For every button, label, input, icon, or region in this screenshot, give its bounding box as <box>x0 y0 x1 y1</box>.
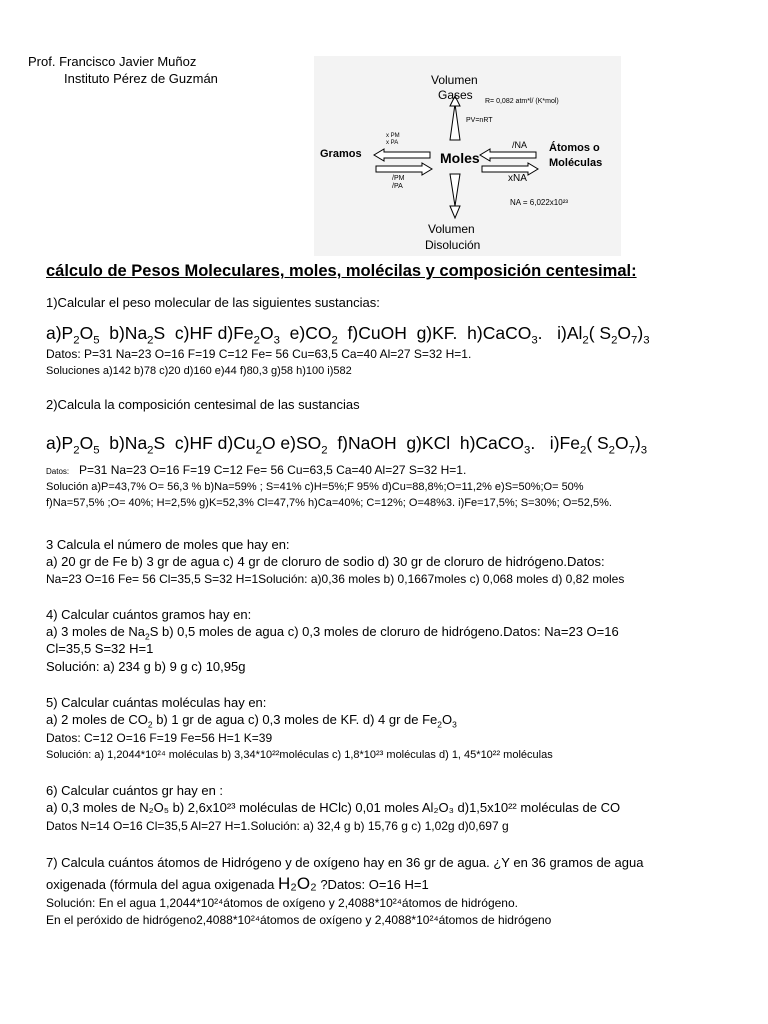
q6-line-2: Datos N=14 O=16 Cl=35,5 Al=27 H=1.Solución: a) 32,4 g b) 15,76 g c) 1,02g d)0,697 g <box>46 819 509 833</box>
q6-line-1: a) 0,3 moles de N₂O₅ b) 2,6x10²³ moléculas de HClc) 0,01 moles Al₂O₃ d)1,5x10²² moléculas de CO <box>46 800 621 815</box>
diagram-top-1: Volumen <box>431 73 478 87</box>
q4-line-1-a: a) 3 moles de Na <box>46 624 145 639</box>
diagram-avogadro: NA = 6,022x10²³ <box>510 198 569 207</box>
q1-formulas: $a)P_2O_5$ $b)Na_2S$ c)HF $d)Fe_2O_3$ $e)CO_2$ f)CuOH g)KF. h)CaCO$_3$. $i)Al_2$( $S_2O_7)_3$ <box>46 323 650 347</box>
q2-prompt: 2)Calcula la composición centesimal de las sustancias <box>46 397 360 412</box>
q4-prompt: 4) Calcular cuántos gramos hay en: <box>46 607 252 622</box>
diagram-gas-law: PV=nRT <box>466 117 493 124</box>
diagram-left-div-2: /PA <box>392 183 403 190</box>
institute: Instituto Pérez de Guzmán <box>64 71 218 86</box>
q3-line-2: Na=23 O=16 Fe= 56 Cl=35,5 S=32 H=1Solución: a)0,36 moles b) 0,1667moles c) 0,068 moles d) 0,82 moles <box>46 572 625 586</box>
q1-data: Datos: P=31 Na=23 O=16 F=19 C=12 Fe= 56 Cu=63,5 Ca=40 Al=27 S=32 H=1. <box>46 347 472 361</box>
q3-line-1: a) 20 gr de Fe b) 3 gr de agua c) 4 gr de cloruro de sodio d) 30 gr de cloruro de hidrógeno.Datos: <box>46 554 605 569</box>
q7-line-2-b: ?Datos: O=16 H=1 <box>316 877 429 892</box>
diagram-right-div: /NA <box>512 140 528 150</box>
q7-line-2 <box>46 876 429 893</box>
diagram-bottom-2: Disolución <box>425 238 481 252</box>
q2-solution-2: f)Na=57,5% ;O= 40%; H=2,5% g)K=52,3% Cl=47,7% h)Ca=40%; C=12%; O=48%3. i)Fe=17,5%; S=30%; O=52,5%. <box>46 497 612 509</box>
diagram-left: Gramos <box>320 148 362 160</box>
q5-solution: Solución: a) 1,2044*10²⁴ moléculas b) 3,34*10²²moléculas c) 1,8*10²³ moléculas d) 1, 45*10²² moléculas <box>46 749 553 761</box>
page-title: cálculo de Pesos Moleculares, moles, molécilas y composición centesimal: <box>46 262 637 280</box>
q5-line-1-a: a) 2 moles de CO <box>46 712 148 727</box>
diagram-right-mult: xNA <box>508 173 527 184</box>
q4-line-1: a) 3 moles de $Na_2S$ b) 0,5 moles de agua c) 0,3 moles de cloruro de hidrógeno.Datos: Na=23 O=16 <box>46 624 619 642</box>
diagram-bottom-1: Volumen <box>428 222 475 236</box>
q2-data-label: Datos: <box>46 467 70 476</box>
diagram-gas-constant: R= 0,082 atm*l/ (K*mol) <box>485 98 559 105</box>
q7-line-2-a: oxigenada (fórmula del agua oxigenada <box>46 877 279 892</box>
author: Prof. Francisco Javier Muñoz <box>28 54 197 69</box>
diagram-right-2: Moléculas <box>549 157 603 169</box>
q5-prompt: 5) Calcular cuántas moléculas hay en: <box>46 695 267 710</box>
q2-data: P=31 Na=23 O=16 F=19 C=12 Fe= 56 Cu=63,5 Ca=40 Al=27 S=32 H=1. <box>79 463 467 477</box>
q7-formula: H₂O₂ <box>278 874 317 893</box>
q6-prompt: 6) Calcular cuántos gr hay en : <box>46 783 224 798</box>
q7-prompt: 7) Calcula cuántos átomos de Hidrógeno y de oxígeno hay en 36 gr de agua. ¿Y en 36 gramos de agua <box>46 855 644 870</box>
q5-line-1-b: b) 1 gr de agua c) 0,3 moles de KF. d) 4 gr de Fe <box>152 712 438 727</box>
q4-solution: Solución: a) 234 g b) 9 g c) 10,95g <box>46 659 246 674</box>
q7-solution-1: Solución: En el agua 1,2044*10²⁴átomos de oxígeno y 2,4088*10²⁴átomos de hidrógeno. <box>46 896 518 910</box>
diagram-center: Moles <box>440 150 480 166</box>
q1-prompt: 1)Calcular el peso molecular de las siguientes sustancias: <box>46 295 380 310</box>
q5-line-1: a) 2 moles de $CO_2$ b) 1 gr de agua c) 0,3 moles de KF. d) 4 gr de $Fe_2O_3$ <box>46 712 457 730</box>
q7-solution-2: En el peróxido de hidrógeno2,4088*10²⁴átomos de oxígeno y 2,4088*10²⁴átomos de hidrógeno <box>46 913 552 927</box>
q5-data: Datos: C=12 O=16 F=19 Fe=56 H=1 K=39 <box>46 731 273 745</box>
diagram-left-mult-1: x PM <box>386 133 400 139</box>
q4-line-2: Cl=35,5 S=32 H=1 <box>46 641 154 656</box>
q4-line-1-b: S b) 0,5 moles de agua c) 0,3 moles de cloruro de hidrógeno.Datos: Na=23 O=16 <box>149 624 619 639</box>
diagram-left-mult-2: x PA <box>386 140 399 146</box>
diagram-right-1: Átomos o <box>549 142 600 154</box>
diagram-left-div-1: /PM <box>392 175 405 182</box>
diagram-top-2: Gases <box>438 88 473 102</box>
q1-solution: Soluciones a)142 b)78 c)20 d)160 e)44 f)80,3 g)58 h)100 i)582 <box>46 365 352 377</box>
q2-solution-1: Solución a)P=43,7% O= 56,3 % b)Na=59% ; S=41% c)H=5%;F 95% d)Cu=88,8%;O=11,2% e)S=50%;O= 50% <box>46 481 584 493</box>
q2-formulas: $a)P_2O_5$ $b)Na_2S$ c)HF $d)Cu_2O$ $e)SO_2$ f)NaOH g)KCl h)CaCO$_3$. $i)Fe_2$( $S_2O_7)_3$ <box>46 433 648 457</box>
q3-prompt: 3 Calcula el número de moles que hay en: <box>46 537 290 552</box>
